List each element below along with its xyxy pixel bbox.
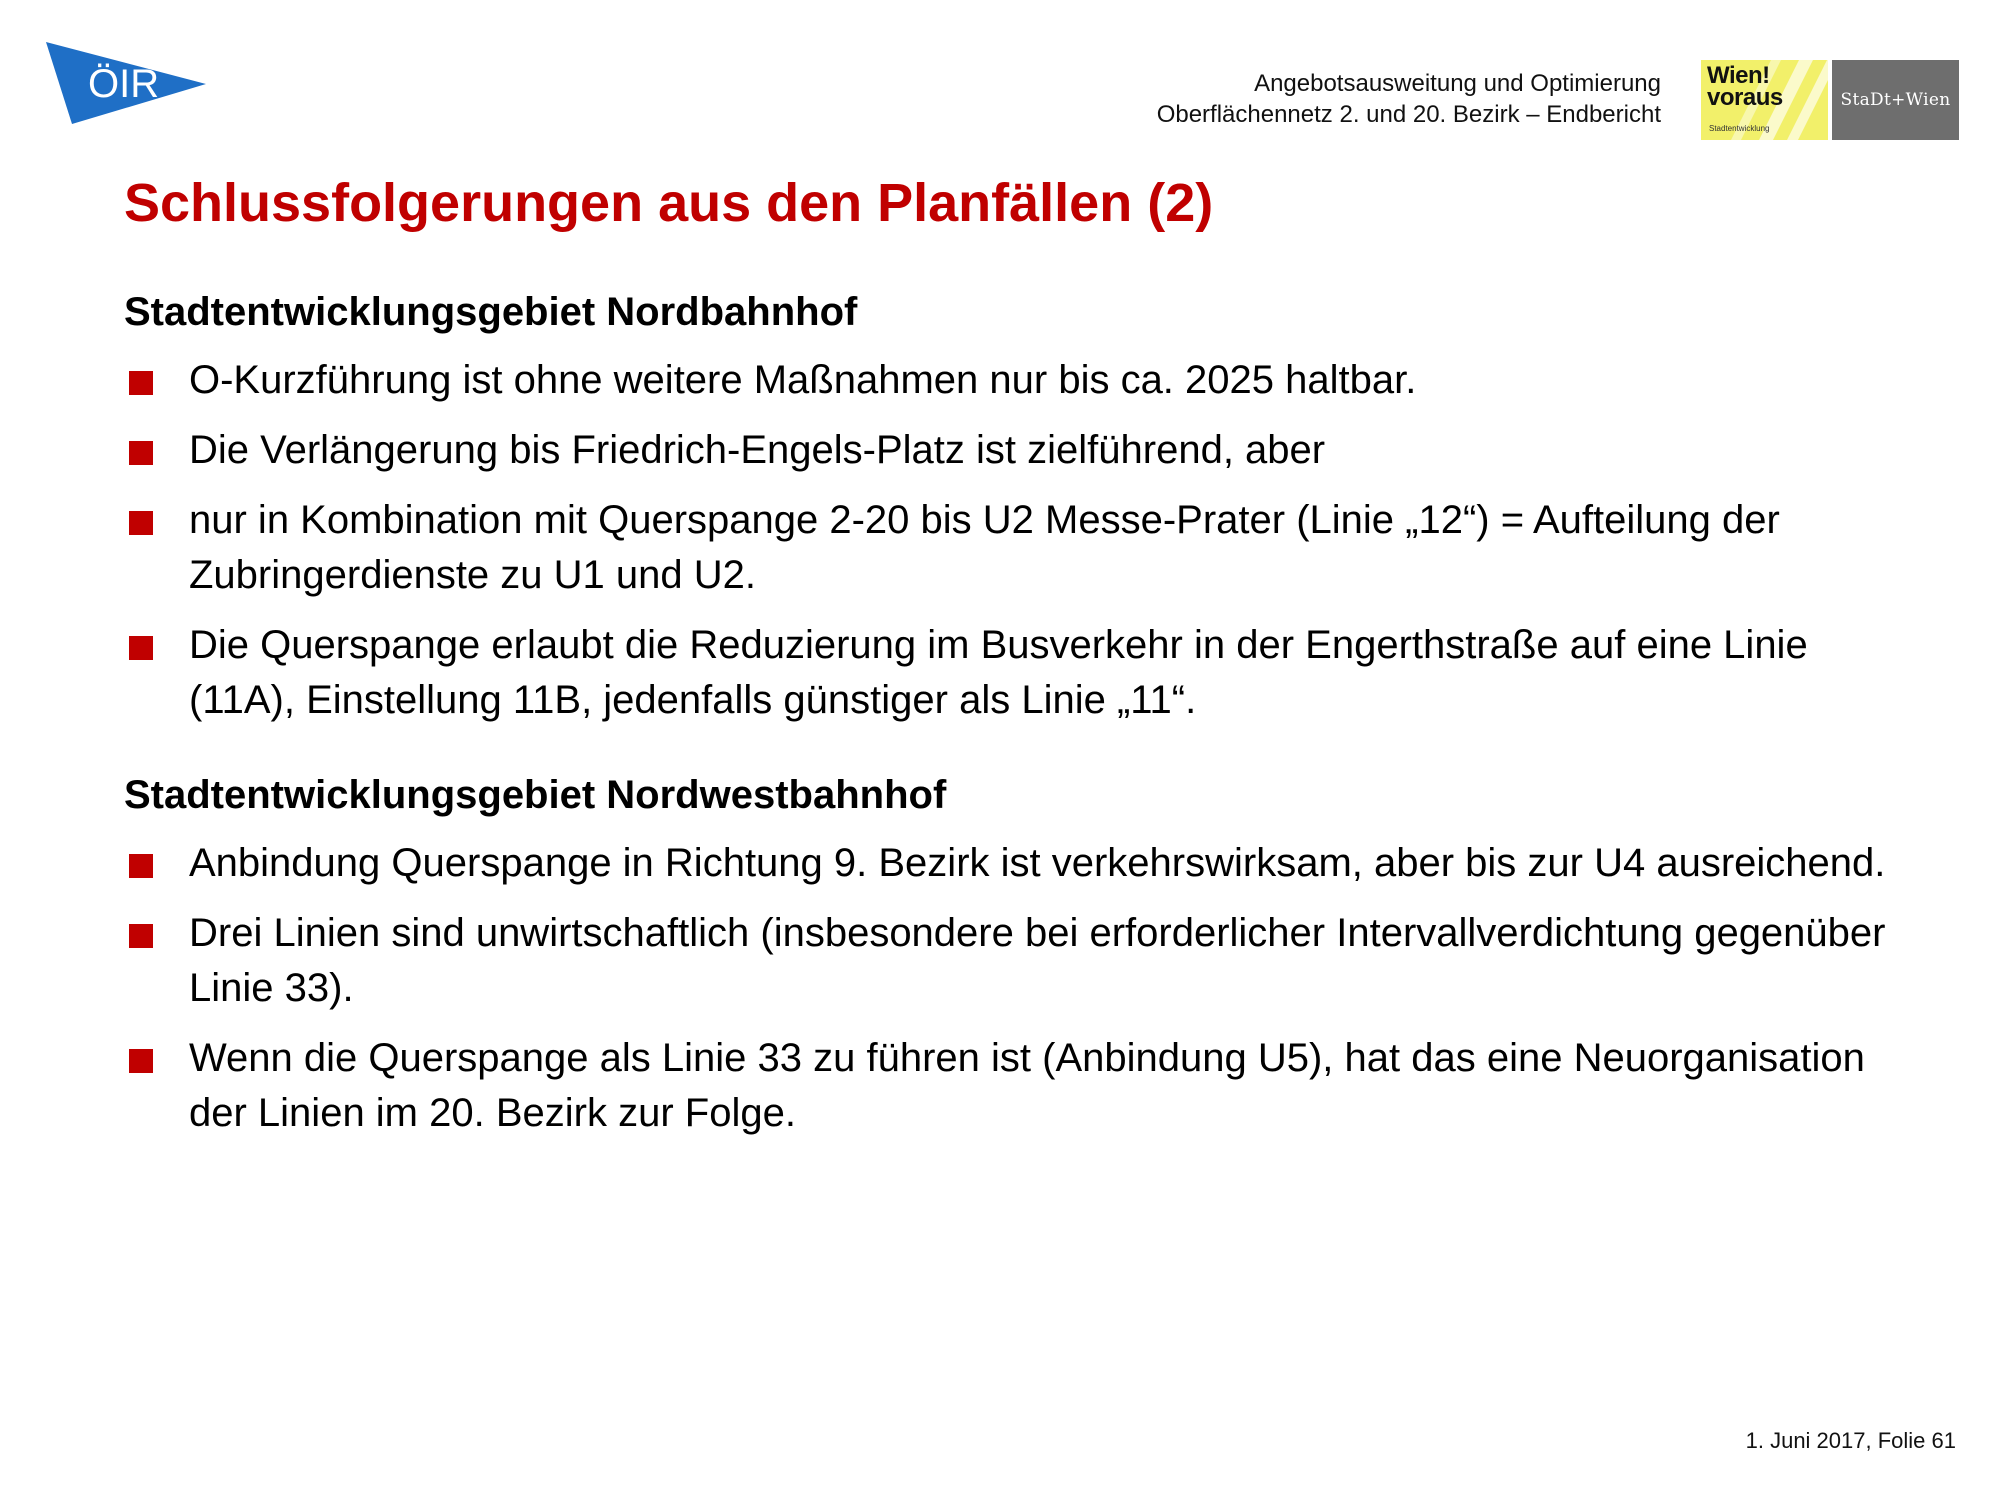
square-bullet-icon <box>129 636 153 660</box>
bullet-text: O-Kurzführung ist ohne weitere Maßnahmen nur bis ca. 2025 haltbar. <box>189 358 1417 402</box>
square-bullet-icon <box>129 924 153 948</box>
header-line-1: Angebotsausweitung und Optimierung <box>1254 70 1661 97</box>
bullet-item <box>124 906 1924 1016</box>
oir-logo <box>46 40 206 124</box>
bullet-item <box>124 353 1924 408</box>
bullet-list <box>124 836 1924 1141</box>
bullet-item <box>124 493 1924 603</box>
wien-voraus-line-1: Wien! <box>1707 62 1770 89</box>
bullet-text: nur in Kombination mit Querspange 2-20 bis U2 Messe-Prater (Linie „12“) = Aufteilung der Zubringerdienste zu U1 und U2. <box>189 498 1780 597</box>
bullet-item <box>124 618 1924 728</box>
wien-voraus-logo <box>1701 60 1828 140</box>
square-bullet-icon <box>129 441 153 465</box>
slide-footer: 1. Juni 2017, Folie 61 <box>1745 1428 1956 1453</box>
bullet-text: Wenn die Querspange als Linie 33 zu führen ist (Anbindung U5), hat das eine Neuorganisation der Linien im 20. Bezirk zur Folge. <box>189 1036 1865 1135</box>
header-line-2: Oberflächennetz 2. und 20. Bezirk – Endbericht <box>1156 101 1661 128</box>
square-bullet-icon <box>129 511 153 535</box>
bullet-text: Anbindung Querspange in Richtung 9. Bezirk ist verkehrswirksam, aber bis zur U4 ausreichend. <box>189 841 1886 885</box>
wien-voraus-subline: Stadtentwicklung <box>1709 124 1770 133</box>
bullet-item <box>124 836 1924 891</box>
section-heading: Stadtentwicklungsgebiet Nordbahnhof <box>124 290 858 334</box>
section-nordwestbahnhof <box>124 768 1924 1141</box>
bullet-item <box>124 1031 1924 1141</box>
bullet-list <box>124 353 1924 728</box>
stadt-wien-logo <box>1832 60 1959 140</box>
square-bullet-icon <box>129 854 153 878</box>
slide-content <box>124 285 1924 1156</box>
square-bullet-icon <box>129 371 153 395</box>
oir-logo-graphic <box>46 40 206 124</box>
bullet-text: Die Verlängerung bis Friedrich-Engels-Platz ist zielführend, aber <box>189 428 1326 472</box>
section-heading: Stadtentwicklungsgebiet Nordwestbahnhof <box>124 773 947 817</box>
section-nordbahnhof <box>124 285 1924 728</box>
bullet-item <box>124 423 1924 478</box>
oir-logo-text: ÖIR <box>88 62 160 106</box>
bullet-text: Die Querspange erlaubt die Reduzierung im Busverkehr in der Engerthstraße auf eine Linie (11A), Einstellung 11B, jedenfalls günstiger als Linie „11“. <box>189 623 1808 722</box>
bullet-text: Drei Linien sind unwirtschaftlich (insbesondere bei erforderlicher Intervallverdichtung gegenüber Linie 33). <box>189 911 1886 1010</box>
stadt-wien-logo-text: StaDt+Wien <box>1840 90 1951 110</box>
square-bullet-icon <box>129 1049 153 1073</box>
wien-voraus-line-2: voraus <box>1707 84 1783 111</box>
slide-title: Schlussfolgerungen aus den Planfällen (2) <box>124 173 1214 233</box>
document-header <box>1157 68 1661 130</box>
